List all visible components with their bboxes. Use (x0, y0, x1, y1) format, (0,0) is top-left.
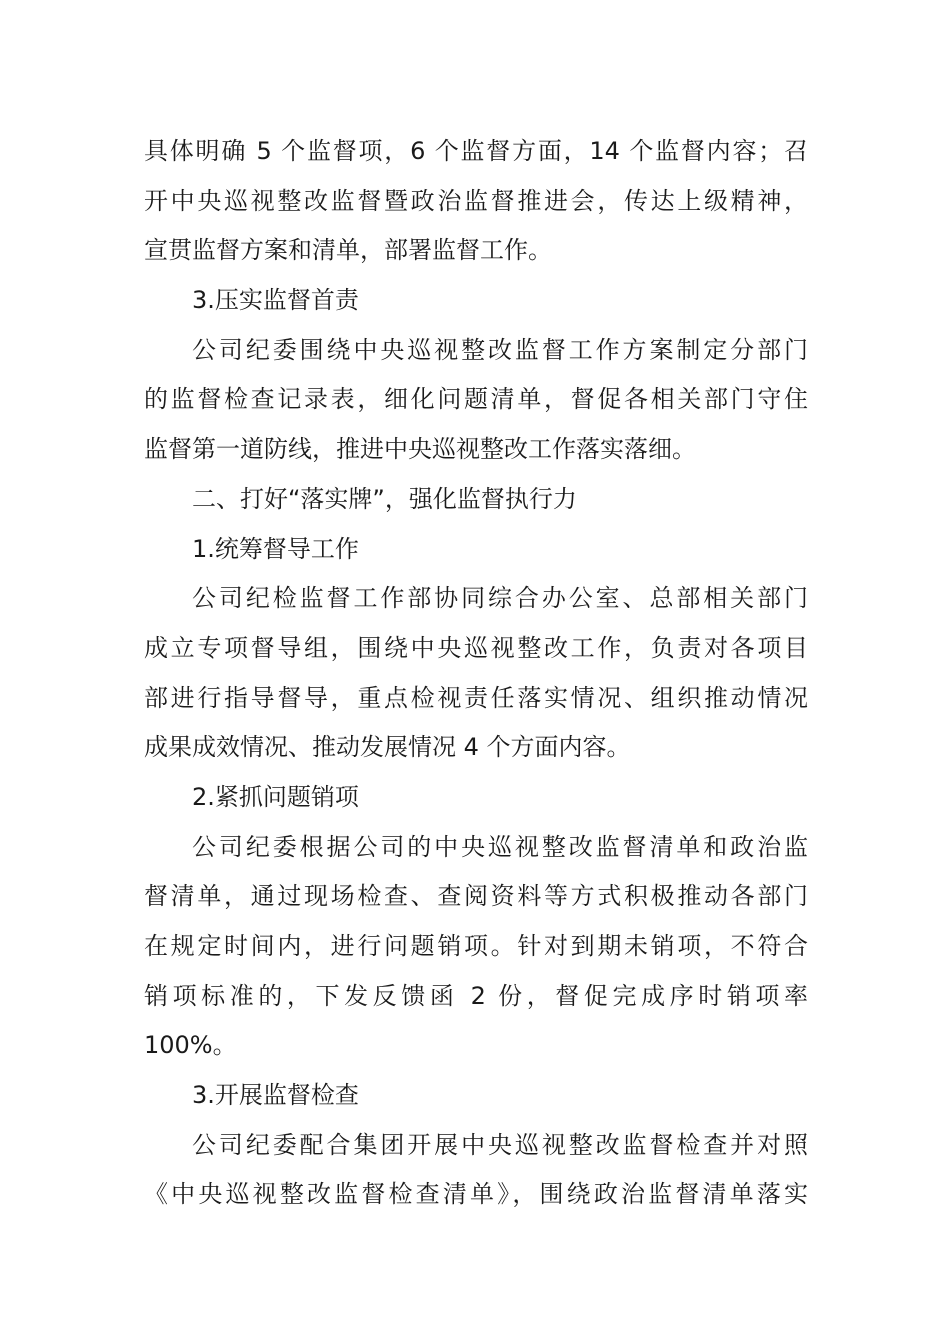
document-body (144, 127, 808, 1220)
paragraph-line: 部进行指导督导，重点检视责任落实情况、组织推动情况 (144, 683, 808, 712)
paragraph-line: 在规定时间内，进行问题销项。针对到期未销项，不符合 (144, 932, 808, 960)
paragraph-line: 的监督检查记录表，细化问题清单，督促各相关部门守住 (144, 385, 808, 414)
section-heading: 3.开展监督检查 (192, 1081, 359, 1110)
paragraph-line: 公司纪委围绕中央巡视整改监督工作方案制定分部门 (192, 335, 808, 364)
section-heading: 1.统筹督导工作 (192, 534, 359, 563)
paragraph-line: 公司纪检监督工作部协同综合办公室、总部相关部门 (192, 584, 808, 613)
paragraph-line: 《中央巡视整改监督检查清单》，围绕政治监督清单落实 (144, 1180, 808, 1209)
chapter-heading: 二、打好“落实牌”，强化监督执行力 (192, 484, 577, 513)
paragraph-line: 公司纪委根据公司的中央巡视整改监督清单和政治监 (192, 832, 808, 861)
paragraph-line: 宣贯监督方案和清单，部署监督工作。 (144, 236, 552, 265)
paragraph-line: 成果成效情况、推动发展情况 4 个方面内容。 (144, 733, 631, 762)
section-heading: 2.紧抓问题销项 (192, 782, 359, 811)
paragraph-line: 100%。 (144, 1031, 237, 1060)
paragraph-line: 开中央巡视整改监督暨政治监督推进会，传达上级精神， (144, 186, 808, 215)
paragraph-line: 销项标准的，下发反馈函 2 份，督促完成序时销项率 (144, 981, 808, 1010)
paragraph-line: 督清单，通过现场检查、查阅资料等方式积极推动各部门 (144, 882, 808, 911)
section-heading: 3.压实监督首责 (192, 286, 359, 315)
paragraph-line: 公司纪委配合集团开展中央巡视整改监督检查并对照 (192, 1130, 808, 1159)
paragraph-line: 具体明确 5 个监督项，6 个监督方面，14 个监督内容；召 (144, 137, 808, 165)
paragraph-line: 成立专项督导组，围绕中央巡视整改工作，负责对各项目 (144, 633, 808, 662)
paragraph-line: 监督第一道防线，推进中央巡视整改工作落实落细。 (144, 435, 696, 464)
